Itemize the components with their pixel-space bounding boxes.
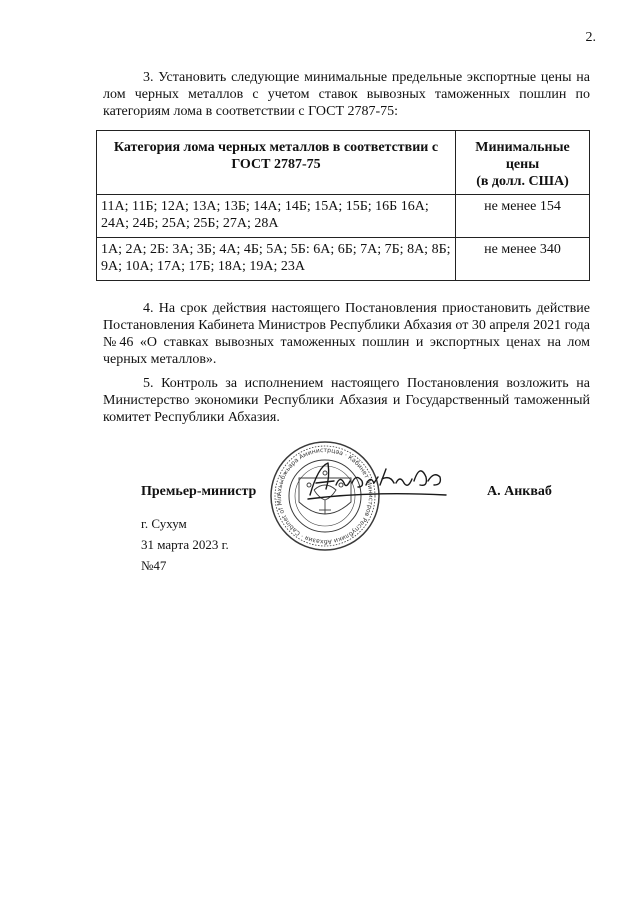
date: 31 марта 2023 г. — [141, 537, 229, 552]
signatory-name: А. Анкваб — [487, 484, 552, 499]
table-header-row — [97, 131, 590, 195]
table-row — [97, 238, 590, 281]
row-price: не менее 154 — [456, 195, 590, 238]
price-table — [96, 130, 590, 281]
row-category: 11А; 11Б; 12А; 13А; 13Б; 14А; 14Б; 15А; 15Б; 16Б 16А; 24А; 24Б; 25А; 25Б; 27А; 28А — [97, 195, 456, 238]
row-category: 1А; 2А; 2Б: 3А; 3Б; 4А; 4Б; 5А; 5Б: 6А; 6Б; 7А; 7Б; 8А; 8Б; 9А; 10А; 17А; 17Б; 18А; 19А; 23А — [97, 238, 456, 281]
header-category: Категория лома черных металлов в соответствии с ГОСТ 2787-75 — [97, 131, 456, 195]
page-number: 2. — [585, 30, 596, 45]
header-price-line2: цены — [505, 157, 540, 172]
paragraph-5: 5. Контроль за исполнением настоящего Постановления возложить на Министерство экономики Республики Абхазия и Государственный таможенный комитет Республики Абхазия. — [103, 376, 590, 425]
table-row — [97, 195, 590, 238]
header-price-line3: (в долл. США) — [476, 174, 569, 189]
paragraph-4: 4. На срок действия настоящего Постановления приостановить действие Постановления Кабинета Министров Республики Абхазия от 30 апреля 2021 года №46 «О ставках вывозных таможенных пошлин и экспортных ценах на лом черных металлов». — [103, 301, 590, 367]
handwritten-signature — [300, 455, 450, 505]
row-price: не менее 340 — [456, 238, 590, 281]
header-price — [456, 131, 590, 195]
paragraph-3: 3. Установить следующие минимальные предельные экспортные цены на лом черных металлов с учетом ставок вывозных таможенных пошлин по категориям лома в соответствии с ГОСТ 2787-75: — [103, 70, 590, 119]
header-price-line1: Минимальные — [475, 140, 570, 155]
signatory-title: Премьер-министр — [141, 484, 257, 499]
place: г. Сухум — [141, 516, 187, 531]
document-number: №47 — [141, 558, 167, 573]
svg-text:Ахьыбжьара Аминистрцәа · Кабин: Ахьыбжьара Аминистрцәа · Кабинет Министров Республики Абхазия · Cabinet of Min — [275, 446, 375, 546]
